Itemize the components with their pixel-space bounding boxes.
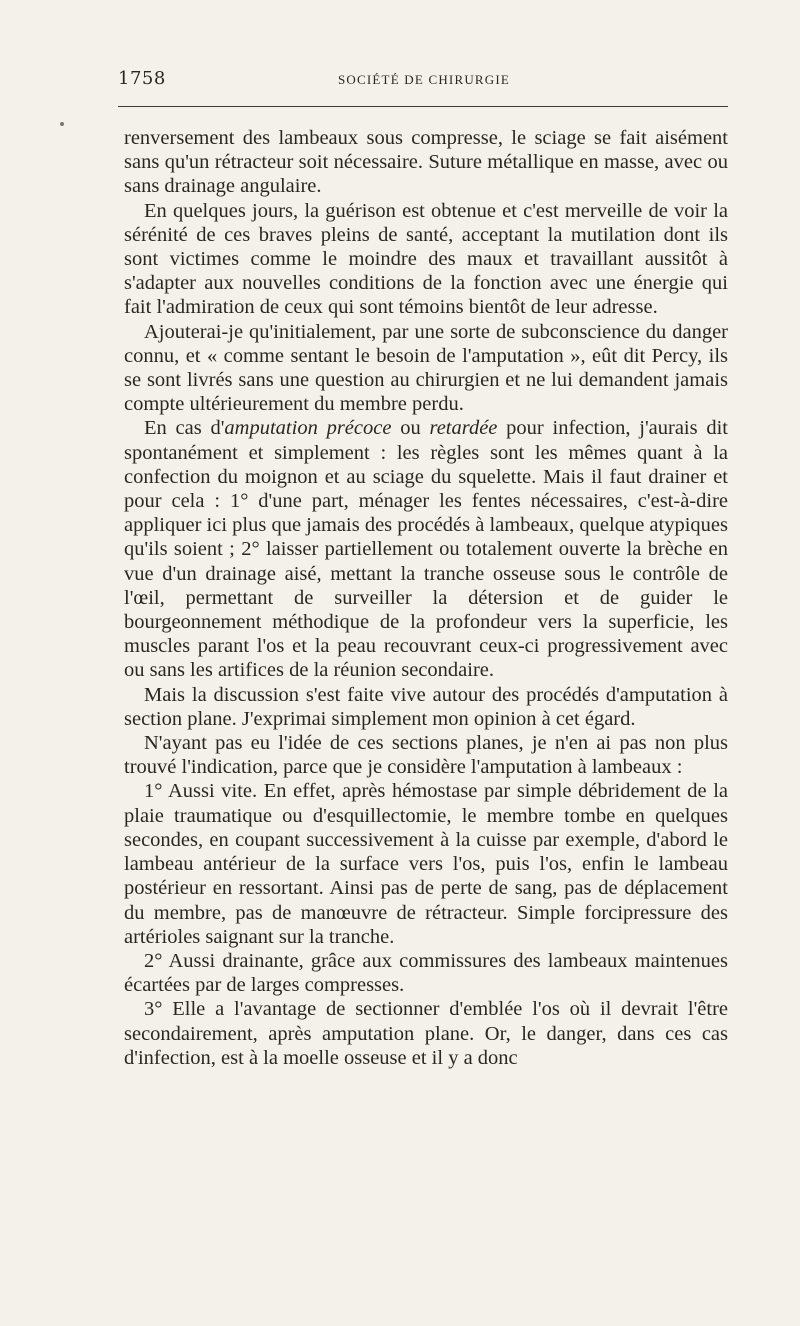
italic-term: retardée [429,417,498,440]
text-segment: En cas d' [144,417,225,440]
header-rule [118,106,728,107]
text-segment: En quelques jours, la guérison est obtenue et c'est merveille de voir la sérénité de ces braves pleins de santé, acceptant la mutilation dont ils sont victimes comme le moindre des maux et travaillant aussitôt à s'adapter aux nouvelles conditions de la fonction avec une énergie qui fait l'admiration de ceux qui sont témoins bientôt de leur adresse. [124,199,728,319]
italic-term: amputation précoce [224,417,392,440]
text-segment: 2° Aussi drainante, grâce aux commissures des lambeaux maintenues écartées par de larges compresses. [124,949,728,997]
text-segment: Ajouterai-je qu'initialement, par une sorte de subconscience du danger connu, et « comme sentant le besoin de l'amputation », eût dit Percy, ils se sont livrés sans une question au chirurgien et ne lui demandent jamais compte ultérieurement du membre perdu. [124,320,728,416]
text-segment: N'ayant pas eu l'idée de ces sections planes, je n'en ai pas non plus trouvé l'indication, parce que je considère l'amputation à lambeaux : [124,732,728,779]
paragraph-4 [124,416,728,682]
text-segment: ou [391,417,430,440]
page-number: 1758 [118,68,166,89]
paragraph-1 [124,126,728,199]
text-segment: pour infection, j'aurais dit spontanément et simplement : les règles sont les mêmes quant à la confection du moignon et au sciage du squelette. Mais il faut drainer et pour cela : 1° d'une part, ménager les fentes nécessaires, c'est-à-dire appliquer ici plus que jamais des procédés à lambeaux, quelque atypiques qu'ils soient ; 2° laisser partiellement ou totalement ouverte la brèche en vue d'un drainage aisé, mettant la tranche osseuse sous le contrôle de l'œil, permettant de surveiller la détersion et de guider le bourgeonnement méthodique de la profondeur vers la superficie, les muscles parant l'os et la peau recouvrant ceux-ci progressivement avec ou sans les artifices de la réunion secondaire. [124,417,729,682]
paragraph-9 [124,997,728,1070]
page-header [118,68,728,92]
body-text [124,126,728,1070]
margin-dot [60,122,64,126]
paragraph-8 [124,949,728,997]
text-segment: 1° Aussi vite. En effet, après hémostase par simple débridement de la plaie traumatique ou d'esquillectomie, le membre tombe en quelques secondes, en coupant successivement à la cuisse par exemple, d'abord le lambeau antérieur de la surface vers l'os, puis l'os, enfin le lambeau postérieur en ressortant. Ainsi pas de perte de sang, pas de déplacement du membre, pas de manœuvre de rétracteur. Simple forcipressure des artérioles saignant sur la tranche. [124,780,728,948]
paragraph-6 [124,731,728,779]
running-title: SOCIÉTÉ DE CHIRURGIE [338,72,511,87]
paragraph-2 [124,199,728,320]
paragraph-7 [124,779,728,948]
paragraph-5 [124,683,728,731]
paragraph-3 [124,320,728,417]
text-segment: 3° Elle a l'avantage de sectionner d'emblée l'os où il devrait l'être secondairement, après amputation plane. Or, le danger, dans ces cas d'infection, est à la moelle osseuse et il y a donc [124,998,728,1069]
text-segment: Mais la discussion s'est faite vive autour des procédés d'amputation à section plane. J'exprimai simplement mon opinion à cet égard. [124,683,728,730]
text-segment: renversement des lambeaux sous compresse, le sciage se fait aisément sans qu'un rétracteur soit nécessaire. Suture métallique en masse, avec ou sans drainage angulaire. [124,127,728,198]
